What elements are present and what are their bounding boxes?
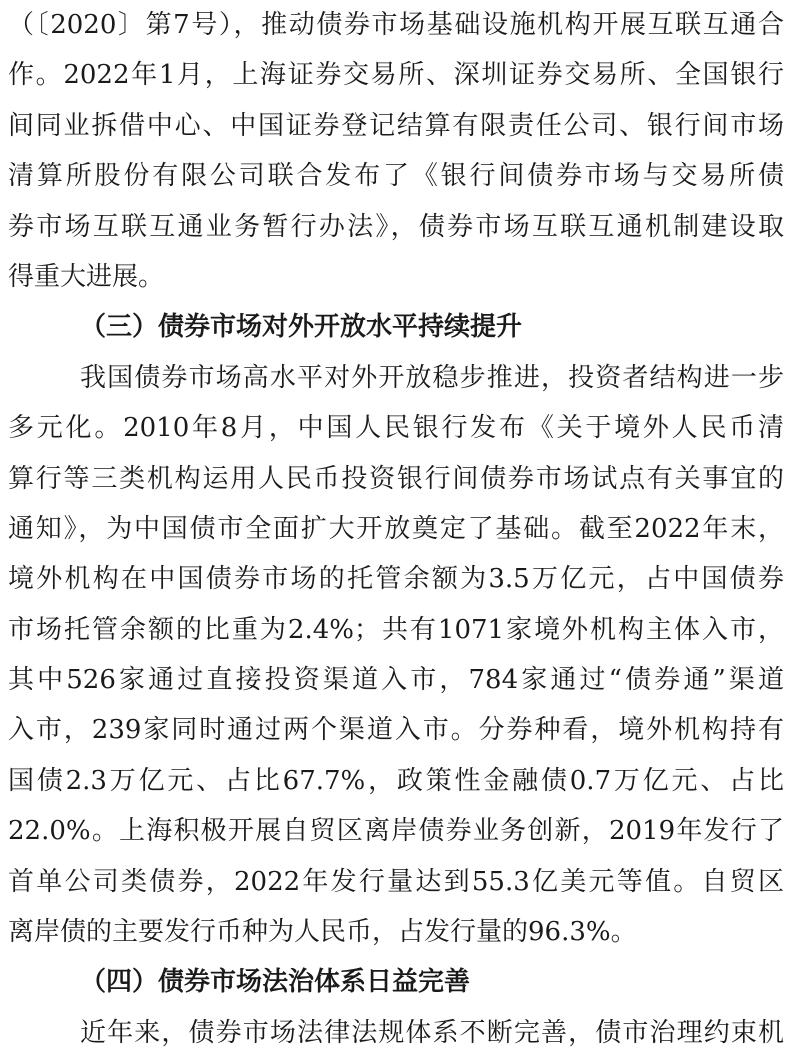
text-line: 通知》，为中国债市全面扩大开放奠定了基础。截至2022年末， (8, 513, 784, 544)
text-line: （〔2020〕第7号），推动债券市场基础设施机构开展互联互通合 (8, 10, 784, 40)
text-line: 我国债券市场高水平对外开放稳步推进，投资者结构进一步 (80, 362, 784, 393)
text-line: 首单公司类债券，2022年发行量达到55.3亿美元等值。自贸区 (8, 866, 784, 897)
text-line: 券市场互联互通业务暂行办法》，债券市场互联互通机制建设取 (8, 211, 784, 242)
text-line: 入市，239家同时通过两个渠道入市。分券种看，境外机构持有 (8, 715, 784, 746)
section-heading-3: （三）债券市场对外开放水平持续提升 (80, 312, 523, 343)
text-line: 算行等三类机构运用人民币投资银行间债券市场试点有关事宜的 (8, 463, 784, 494)
text-line: 近年来，债券市场法律法规体系不断完善，债市治理约束机 (80, 1017, 784, 1048)
text-line: 其中526家通过直接投资渠道入市，784家通过“债券通”渠道 (8, 665, 784, 696)
text-line: 清算所股份有限公司联合发布了《银行间债券市场与交易所债 (8, 161, 784, 192)
text-line: 22.0%。上海积极开展自贸区离岸债券业务创新，2019年发行了 (8, 816, 784, 847)
text-line: 境外机构在中国债券市场的托管余额为3.5万亿元，占中国债券 (8, 564, 784, 595)
text-line: 离岸债的主要发行币种为人民币，占发行量的96.3%。 (8, 917, 637, 948)
text-line: 得重大进展。 (8, 261, 165, 292)
text-line: 作。2022年1月，上海证券交易所、深圳证券交易所、全国银行 (8, 60, 784, 91)
document-page (8, 0, 784, 1058)
text-line: 多元化。2010年8月，中国人民银行发布《关于境外人民币清 (8, 413, 784, 444)
text-line: 间同业拆借中心、中国证券登记结算有限责任公司、银行间市场 (8, 110, 784, 141)
section-heading-4: （四）债券市场法治体系日益完善 (80, 967, 471, 998)
text-line: 市场托管余额的比重为2.4%；共有1071家境外机构主体入市， (8, 614, 784, 645)
text-line: 国债2.3万亿元、占比67.7%，政策性金融债0.7万亿元、占比 (8, 765, 784, 796)
